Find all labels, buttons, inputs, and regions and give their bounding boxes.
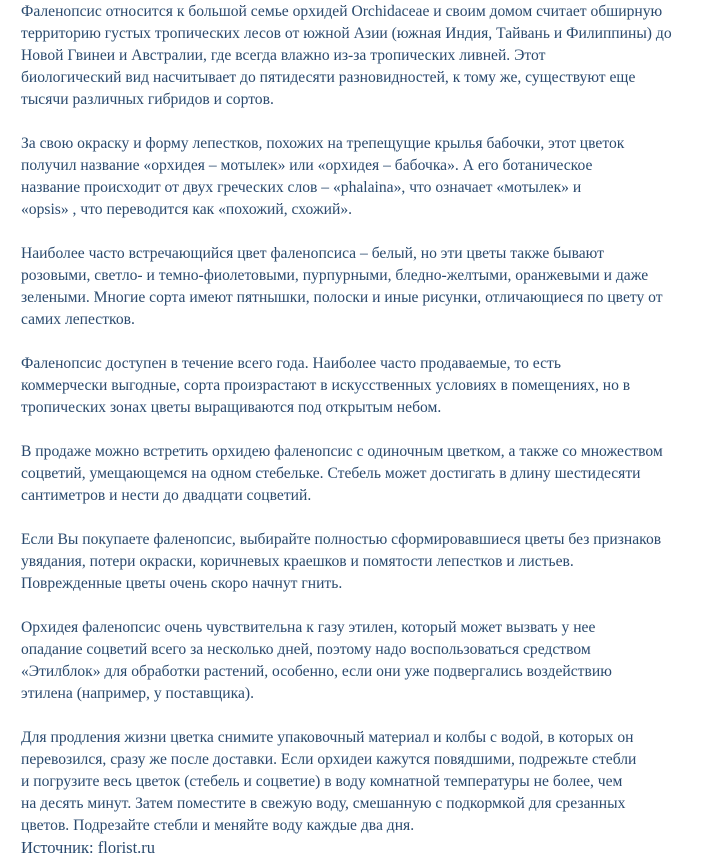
paragraph-availability: Фаленопсис доступен в течение всего года. Наиболее часто продаваемые, то есть коммерчески выгодные, сорта произрастают в искусственных условиях в помещениях, но в тропических зонах цветы выращиваются под открытым небом.: [21, 355, 631, 416]
paragraph-inflorescence: В продаже можно встретить орхидею фаленопсис с одиночным цветком, а также со множеством соцветий, умещающемся на одном стебельке. Стебель может достигать в длину шестидесяти сантиметров и нести до двадцати соцветий.: [21, 443, 663, 504]
paragraph-name-origin: За свою окраску и форму лепестков, похожих на трепещущие крылья бабочки, этот цветок получил название «орхидея – мотылек» или «орхидея – бабочка». А его ботаническое название происходит от двух греческих слов – «phalaina», что означает «мотылек» и «opsis» , что переводится как «похожий, схожий».: [21, 135, 625, 218]
paragraph-intro: Фаленопсис относится к большой семье орхидей Orchidaceae и своим домом считает обширную территорию густых тропических лесов от южной Азии (южная Индия, Тайвань и Филиппины) до Новой Гвинеи и Австралии, где всегда влажно из-за тропических ливней. Этот биологический вид насчитывает до пятидесяти разновидностей, к тому же, существуют еще тысячи различных гибридов и сортов.: [21, 3, 672, 108]
paragraph-care: Для продления жизни цветка снимите упаковочный материал и колбы с водой, в которых он перевозился, сразу же после доставки. Если орхидеи кажутся повядшими, подрежьте стебли и погрузите весь цветок (стебель и соцветие) в воду комнатной температуры не более, чем на десять минут. Затем поместите в свежую воду, смешанную с подкормкой для срезанных цветов. Подрезайте стебли и меняйте воду каждые два дня.: [21, 729, 637, 834]
paragraph-colors: Наиболее часто встречающийся цвет фаленопсиса – белый, но эти цветы также бывают розовыми, светло- и темно-фиолетовыми, пурпурными, бледно-желтыми, оранжевыми и даже зелеными. Многие сорта имеют пятнышки, полоски и иные рисунки, отличающиеся по цвету от самих лепестков.: [21, 245, 663, 328]
source-credit: Источник: florist.ru: [21, 838, 156, 857]
paragraph-ethylene: Орхидея фаленопсис очень чувствительна к газу этилен, который может вызвать у нее опадание соцветий всего за несколько дней, поэтому надо воспользоваться средством «Этилблок» для обработки растений, особенно, если они уже подвергались воздействию этилена (например, у поставщика).: [21, 619, 612, 702]
paragraph-buying-tips: Если Вы покупаете фаленопсис, выбирайте полностью сформировавшиеся цветы без признаков увядания, потери окраски, коричневых краешков и помятости лепестков и листьев. Поврежденные цветы очень скоро начнут гнить.: [21, 531, 662, 592]
